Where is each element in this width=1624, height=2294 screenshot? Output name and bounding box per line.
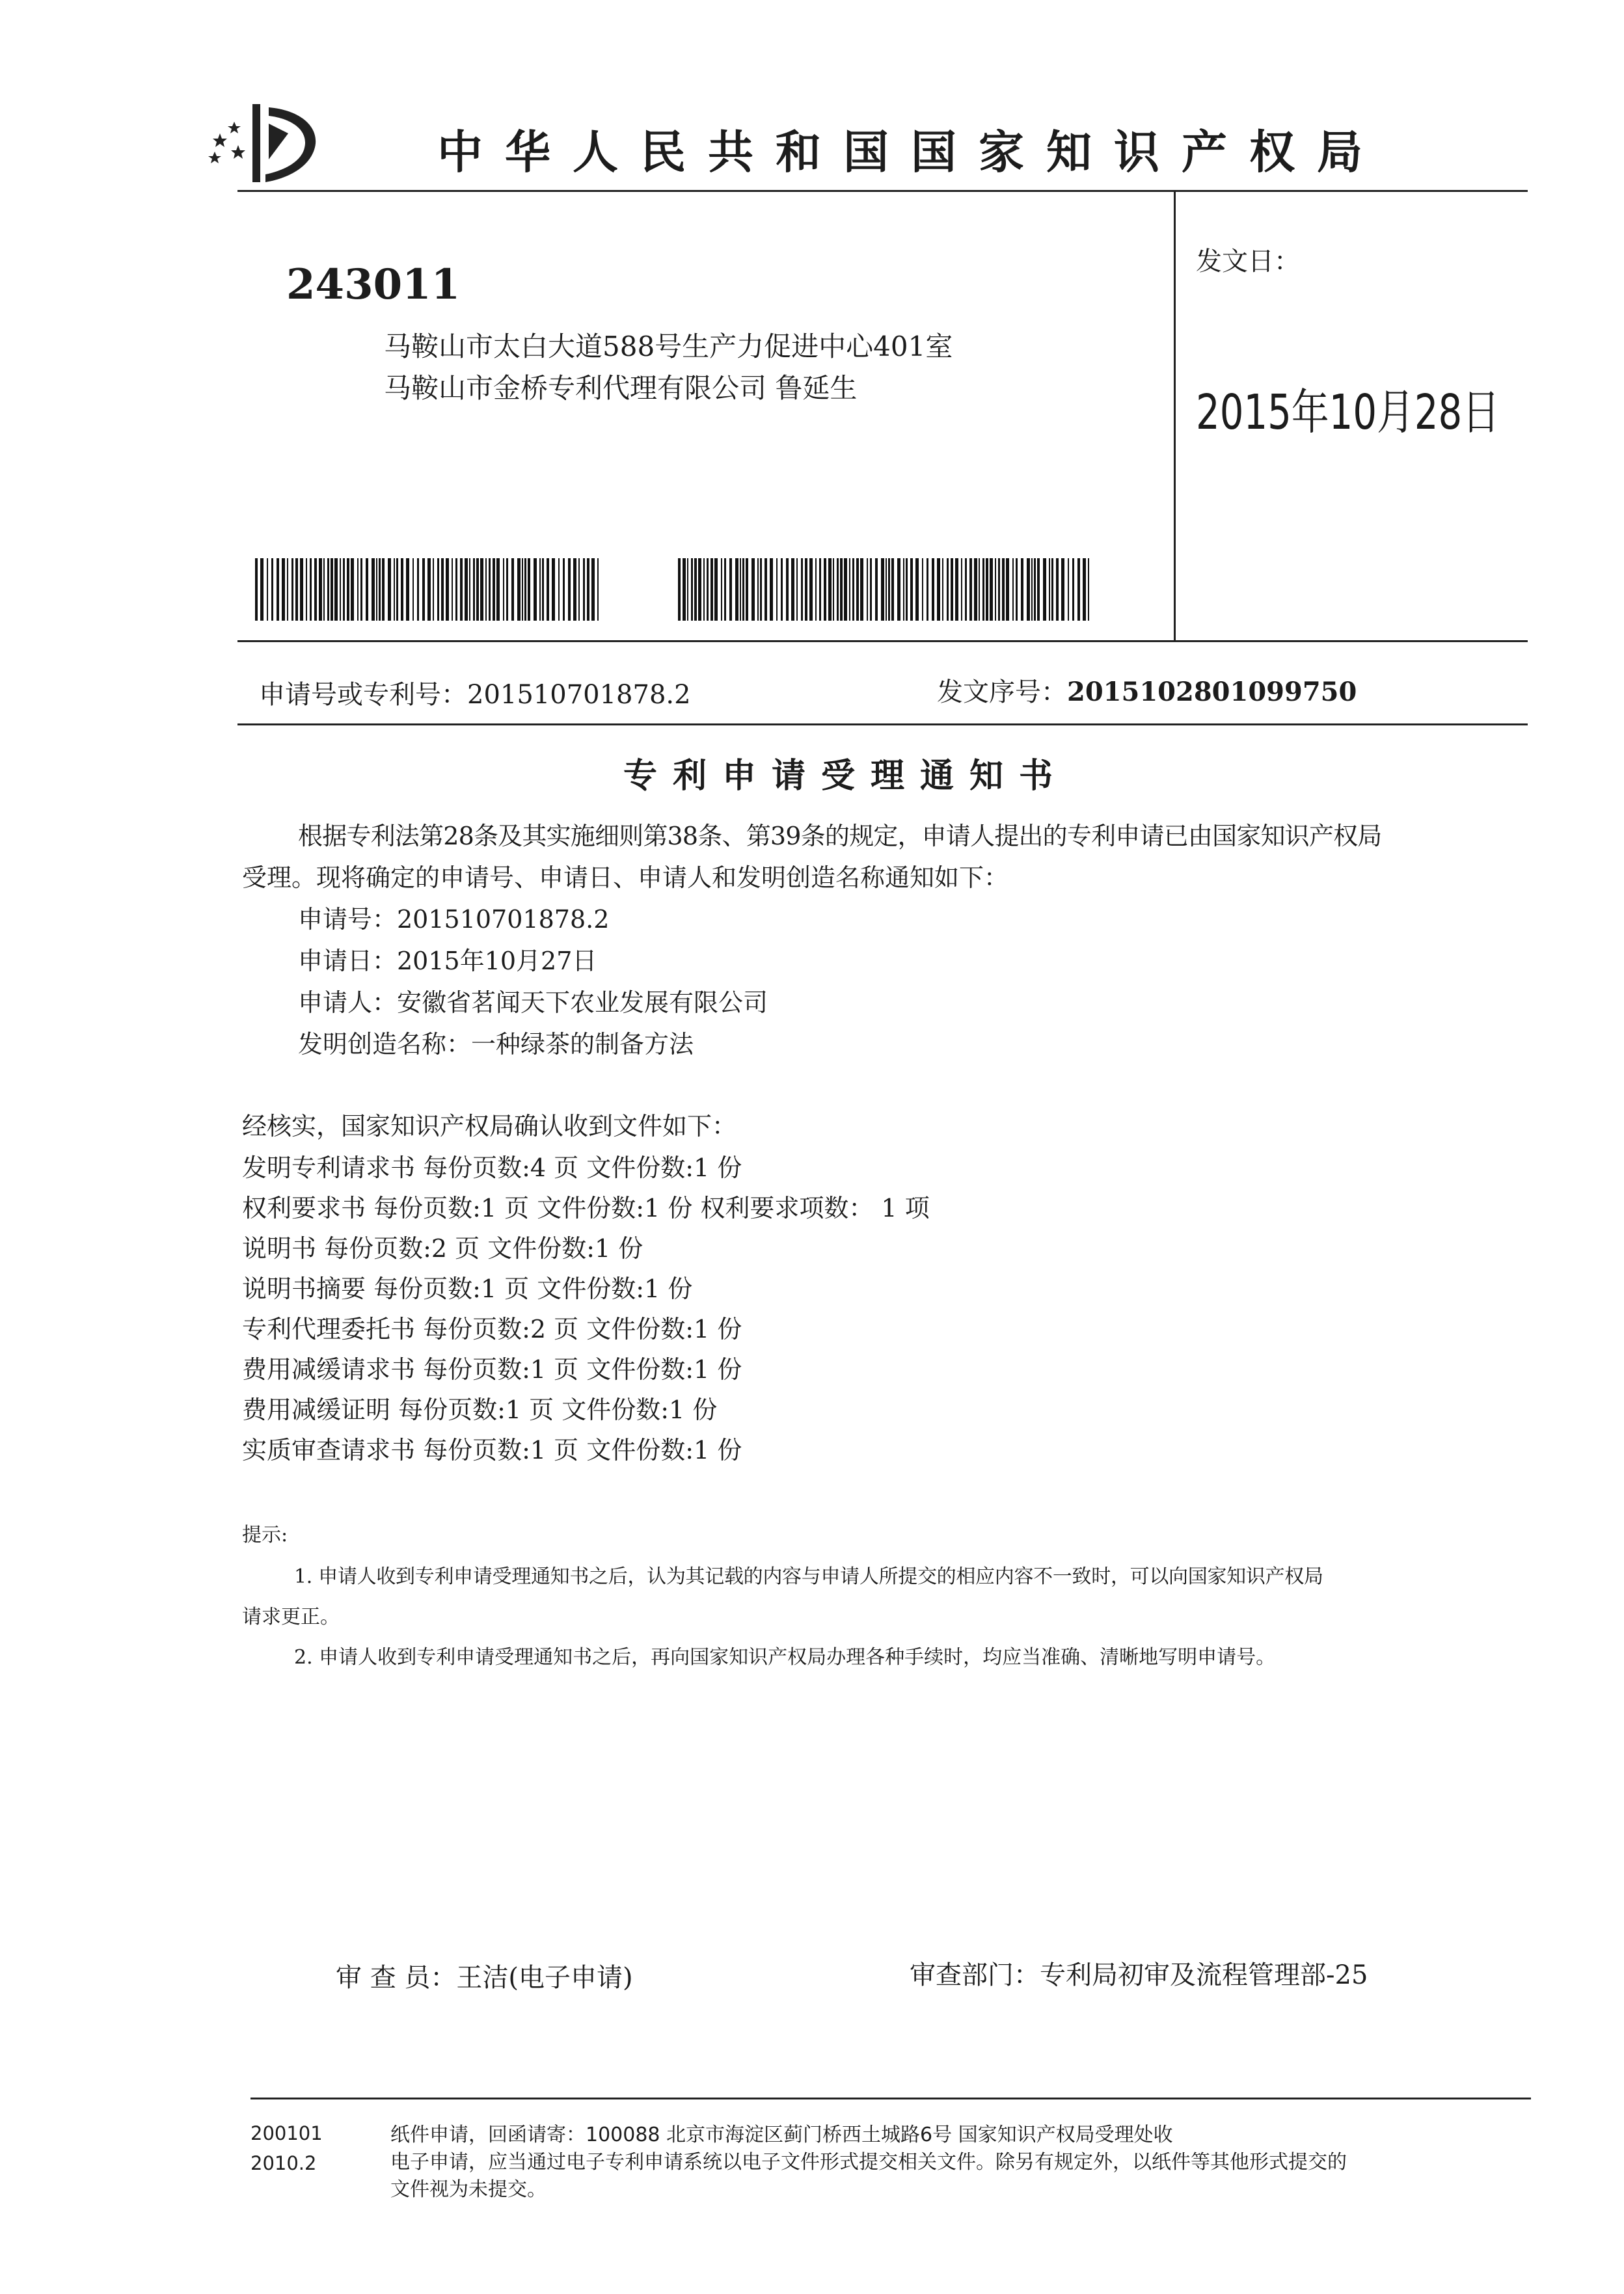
barcode-bar bbox=[437, 558, 439, 621]
barcode-bar bbox=[401, 558, 403, 621]
barcode-bar bbox=[587, 558, 589, 621]
received-item: 说明书摘要 每份页数:1 页 文件份数:1 份 bbox=[242, 1275, 693, 1303]
barcode-bar bbox=[446, 558, 449, 621]
barcode-bar bbox=[396, 558, 398, 621]
barcode-bar bbox=[703, 558, 705, 621]
barcode-bar bbox=[441, 558, 444, 621]
examiner: 审 查 员：王洁(电子申请) bbox=[336, 1963, 633, 1993]
barcode-bar bbox=[998, 558, 1000, 621]
numbers-rule bbox=[237, 723, 1528, 725]
barcode-bar bbox=[906, 558, 908, 621]
tip1-line2: 请求更正。 bbox=[242, 1606, 340, 1628]
barcode-bar bbox=[910, 558, 913, 621]
barcode-bar bbox=[740, 558, 741, 621]
barcode-bar bbox=[982, 558, 984, 621]
barcode-bar bbox=[995, 558, 996, 621]
barcode-bar bbox=[473, 558, 475, 621]
received-item: 发明专利请求书 每份页数:4 页 文件份数:1 份 bbox=[242, 1154, 742, 1182]
intro-line1: 根据专利法第28条及其实施细则第38条、第39条的规定，申请人提出的专利申请已由国家知识产权局 bbox=[298, 822, 1382, 850]
barcode-bar bbox=[489, 558, 491, 621]
form-code: 200101 bbox=[250, 2122, 323, 2144]
barcode-bar bbox=[1012, 558, 1014, 621]
barcode-bar bbox=[563, 558, 565, 621]
barcode-bar bbox=[1031, 558, 1033, 621]
barcode-bar bbox=[1002, 558, 1005, 621]
barcode-bar bbox=[422, 558, 425, 621]
barcode-bar bbox=[844, 558, 847, 621]
barcode-bar bbox=[267, 558, 268, 621]
barcode-bar bbox=[476, 558, 479, 621]
barcode-bar bbox=[528, 558, 530, 621]
barcode-bar bbox=[965, 558, 967, 621]
barcode-bar bbox=[314, 558, 317, 621]
issue-date: 2015年10月28日 bbox=[1196, 385, 1500, 440]
barcode-bar bbox=[260, 558, 264, 621]
barcode-bar bbox=[382, 558, 385, 621]
barcode-bar bbox=[1072, 558, 1074, 621]
barcode-bar bbox=[828, 558, 832, 621]
barcode-bar bbox=[751, 558, 755, 621]
received-item: 费用减缓请求书 每份页数:1 页 文件份数:1 份 bbox=[242, 1355, 742, 1384]
tip2: 2. 申请人收到专利申请受理通知书之后，再向国家知识产权局办理各种手续时，均应当准确、清晰地写明申请号。 bbox=[294, 1646, 1276, 1669]
barcode-bar bbox=[255, 558, 258, 621]
barcode-bar bbox=[1006, 558, 1009, 621]
barcode-bar bbox=[591, 558, 595, 621]
barcode-bar bbox=[1027, 558, 1030, 621]
barcode-bar bbox=[698, 558, 701, 621]
barcode-bar bbox=[306, 558, 307, 621]
barcode-bar bbox=[287, 558, 288, 621]
barcode-left bbox=[255, 558, 604, 621]
barcode-bar bbox=[897, 558, 900, 621]
barcode-bar bbox=[522, 558, 523, 621]
barcode-bar bbox=[947, 558, 949, 621]
barcode-bar bbox=[867, 558, 868, 621]
barcode-bar bbox=[460, 558, 463, 621]
barcode-bar bbox=[558, 558, 560, 621]
barcode-bar bbox=[1037, 558, 1040, 621]
barcode-bar bbox=[1083, 558, 1086, 621]
barcode-bar bbox=[765, 558, 767, 621]
barcode-bar bbox=[295, 558, 298, 621]
barcode-bar bbox=[886, 558, 887, 621]
barcode-bar bbox=[343, 558, 345, 621]
barcode-bar bbox=[578, 558, 580, 621]
barcode-bar bbox=[786, 558, 789, 621]
barcode-bar bbox=[552, 558, 555, 621]
received-item: 说明书 每份页数:2 页 文件份数:1 份 bbox=[242, 1234, 643, 1263]
barcode-bar bbox=[990, 558, 993, 621]
header-rule-top bbox=[237, 190, 1528, 192]
barcode-bar bbox=[979, 558, 980, 621]
barcode-bar bbox=[282, 558, 285, 621]
barcode-bar bbox=[796, 558, 798, 621]
applicant-entry: 申请人：安徽省茗闻天下农业发展有限公司 bbox=[298, 988, 768, 1017]
barcode-bar bbox=[691, 558, 693, 621]
barcode-bar bbox=[1077, 558, 1080, 621]
header-rule-bottom bbox=[237, 640, 1528, 642]
barcode-bar bbox=[427, 558, 431, 621]
barcode-bar bbox=[714, 558, 718, 621]
invention-title-entry: 发明创造名称：一种绿茶的制备方法 bbox=[298, 1030, 694, 1059]
barcode-bar bbox=[517, 558, 521, 621]
barcode-bar bbox=[694, 558, 697, 621]
barcode-bar bbox=[891, 558, 894, 621]
barcode-bar bbox=[942, 558, 943, 621]
barcode-bar bbox=[406, 558, 409, 621]
barcode-bar bbox=[849, 558, 850, 621]
barcode-bar bbox=[860, 558, 863, 621]
barcode-bar bbox=[465, 558, 468, 621]
tips-label: 提示: bbox=[242, 1524, 288, 1546]
tip1-line1: 1. 申请人收到专利申请受理通知书之后，认为其记载的内容与申请人所提交的相应内容不一致时，可以向国家知识产权局 bbox=[294, 1565, 1323, 1588]
barcode-bar bbox=[331, 558, 333, 621]
footer-rule bbox=[250, 2098, 1531, 2099]
barcode-bar bbox=[277, 558, 279, 621]
barcode-bar bbox=[724, 558, 726, 621]
barcode-bar bbox=[372, 558, 375, 621]
barcode-bar bbox=[776, 558, 778, 621]
application-number-entry: 申请号：201510701878.2 bbox=[298, 905, 610, 934]
barcode-bar bbox=[547, 558, 549, 621]
barcode-bar bbox=[951, 558, 953, 621]
application-number-label: 申请号或专利号： bbox=[259, 680, 467, 710]
examining-department: 审查部门：专利局初审及流程管理部-25 bbox=[910, 1960, 1368, 1990]
application-number-row bbox=[259, 674, 691, 711]
barcode-bar bbox=[809, 558, 813, 621]
barcode-bar bbox=[573, 558, 576, 621]
barcode-bar bbox=[366, 558, 368, 621]
footer-line3: 文件视为未提交。 bbox=[390, 2178, 547, 2201]
form-version: 2010.2 bbox=[250, 2152, 317, 2174]
barcode-bar bbox=[1034, 558, 1036, 621]
issue-date-label: 发文日： bbox=[1196, 247, 1300, 277]
barcode-bar bbox=[856, 558, 859, 621]
barcode-bar bbox=[310, 558, 312, 621]
barcode-bar bbox=[291, 558, 293, 621]
address-line1: 马鞍山市太白大道588号生产力促进中心401室 bbox=[384, 331, 953, 362]
barcode-bar bbox=[870, 558, 872, 621]
barcode-bar bbox=[969, 558, 972, 621]
footer-line2: 电子申请，应当通过电子专利申请系统以电子文件形式提交相关文件。除另有规定外，以纸件等其他形式提交的 bbox=[390, 2151, 1347, 2174]
barcode-bar bbox=[824, 558, 826, 621]
barcode-bar bbox=[568, 558, 571, 621]
barcode-bar bbox=[833, 558, 834, 621]
barcode-bar bbox=[379, 558, 381, 621]
received-item: 实质审查请求书 每份页数:1 页 文件份数:1 份 bbox=[242, 1436, 742, 1464]
barcode-bar bbox=[1068, 558, 1069, 621]
barcode-bar bbox=[360, 558, 362, 621]
barcode-bar bbox=[687, 558, 688, 621]
barcode-bar bbox=[1049, 558, 1050, 621]
application-date-entry: 申请日：2015年10月27日 bbox=[298, 947, 597, 975]
barcode-bar bbox=[1021, 558, 1023, 621]
barcode-bar bbox=[986, 558, 988, 621]
barcode-bar bbox=[1061, 558, 1064, 621]
barcode-bar bbox=[503, 558, 504, 621]
barcode-bar bbox=[710, 558, 713, 621]
barcode-bar bbox=[961, 558, 962, 621]
barcode-bar bbox=[323, 558, 325, 621]
barcode-bar bbox=[757, 558, 759, 621]
barcode-bar bbox=[815, 558, 817, 621]
barcode-bar bbox=[915, 558, 919, 621]
barcode-bar bbox=[327, 558, 329, 621]
footer-line1: 纸件申请，回函请寄：100088 北京市海淀区蓟门桥西土城路6号 国家知识产权局受理处收 bbox=[390, 2124, 1173, 2146]
barcode-bar bbox=[1088, 558, 1089, 621]
barcode-bar bbox=[455, 558, 457, 621]
received-item: 专利代理委托书 每份页数:2 页 文件份数:1 份 bbox=[242, 1315, 742, 1343]
header-divider bbox=[1174, 191, 1176, 641]
barcode-bar bbox=[791, 558, 794, 621]
barcode-bar bbox=[394, 558, 395, 621]
barcode-bar bbox=[852, 558, 854, 621]
barcode-bar bbox=[840, 558, 843, 621]
barcode-bar bbox=[485, 558, 487, 621]
office-name: 中华人民共和国国家知识产权局 bbox=[437, 126, 1385, 179]
barcode-bar bbox=[340, 558, 341, 621]
barcode-bar bbox=[1043, 558, 1046, 621]
barcode-bar bbox=[1056, 558, 1059, 621]
barcode-right bbox=[678, 558, 1094, 621]
barcode-bar bbox=[357, 558, 359, 621]
barcode-bar bbox=[801, 558, 803, 621]
barcode-bar bbox=[376, 558, 377, 621]
barcode-bar bbox=[413, 558, 414, 621]
barcode-bar bbox=[903, 558, 904, 621]
barcode-bar bbox=[388, 558, 391, 621]
barcode-bar bbox=[480, 558, 483, 621]
barcode-bar bbox=[597, 558, 599, 621]
barcode-bar bbox=[937, 558, 940, 621]
barcode-bar bbox=[271, 558, 273, 621]
intro-line2: 受理。现将确定的申请号、申请日、申请人和发明创造名称通知如下： bbox=[242, 863, 1009, 892]
notice-title: 专利申请受理通知书 bbox=[623, 757, 1069, 796]
barcode-bar bbox=[760, 558, 762, 621]
cnipa-logo-icon bbox=[207, 94, 331, 185]
barcode-bar bbox=[511, 558, 514, 621]
barcode-bar bbox=[351, 558, 354, 621]
barcode-bar bbox=[493, 558, 495, 621]
barcode-bar bbox=[837, 558, 839, 621]
barcode-bar bbox=[469, 558, 470, 621]
barcode-bar bbox=[955, 558, 958, 621]
barcode-bar bbox=[524, 558, 526, 621]
barcode-bar bbox=[746, 558, 748, 621]
barcode-bar bbox=[678, 558, 681, 621]
barcode-bar bbox=[922, 558, 923, 621]
barcode-bar bbox=[683, 558, 686, 621]
barcode-bar bbox=[583, 558, 585, 621]
serial-number-label: 发文序号： bbox=[937, 677, 1067, 707]
barcode-bar bbox=[1016, 558, 1018, 621]
barcode-bar bbox=[875, 558, 878, 621]
serial-number: 2015102801099750 bbox=[1067, 677, 1357, 707]
received-item: 权利要求书 每份页数:1 页 文件份数:1 份 权利要求项数： 1 项 bbox=[242, 1194, 930, 1222]
serial-number-row bbox=[937, 671, 1357, 708]
address-line2: 马鞍山市金桥专利代理有限公司 鲁延生 bbox=[384, 372, 858, 404]
barcode-bar bbox=[707, 558, 709, 621]
application-number: 201510701878.2 bbox=[467, 680, 691, 710]
barcode-bar bbox=[742, 558, 744, 621]
received-item: 费用减缓证明 每份页数:1 页 文件份数:1 份 bbox=[242, 1396, 718, 1424]
barcode-bar bbox=[452, 558, 453, 621]
barcode-bar bbox=[729, 558, 732, 621]
barcode-bar bbox=[539, 558, 541, 621]
barcode-bar bbox=[334, 558, 338, 621]
barcode-bar bbox=[534, 558, 537, 621]
barcode-bar bbox=[1051, 558, 1053, 621]
postcode: 243011 bbox=[286, 260, 461, 309]
barcode-bar bbox=[433, 558, 434, 621]
barcode-bar bbox=[781, 558, 783, 621]
barcode-bar bbox=[974, 558, 977, 621]
barcode-bar bbox=[319, 558, 322, 621]
barcode-bar bbox=[881, 558, 884, 621]
barcode-bar bbox=[300, 558, 303, 621]
barcode-bar bbox=[932, 558, 934, 621]
barcode-bar bbox=[542, 558, 544, 621]
barcode-bar bbox=[735, 558, 738, 621]
barcode-bar bbox=[347, 558, 349, 621]
barcode-bar bbox=[506, 558, 508, 621]
barcode-bar bbox=[496, 558, 500, 621]
barcode-bar bbox=[417, 558, 419, 621]
barcode-bar bbox=[770, 558, 773, 621]
barcode-bar bbox=[927, 558, 928, 621]
received-intro: 经核实，国家知识产权局确认收到文件如下： bbox=[242, 1112, 737, 1140]
barcode-bar bbox=[721, 558, 722, 621]
barcode-bar bbox=[819, 558, 821, 621]
barcode-bar bbox=[888, 558, 890, 621]
barcode-bar bbox=[805, 558, 807, 621]
